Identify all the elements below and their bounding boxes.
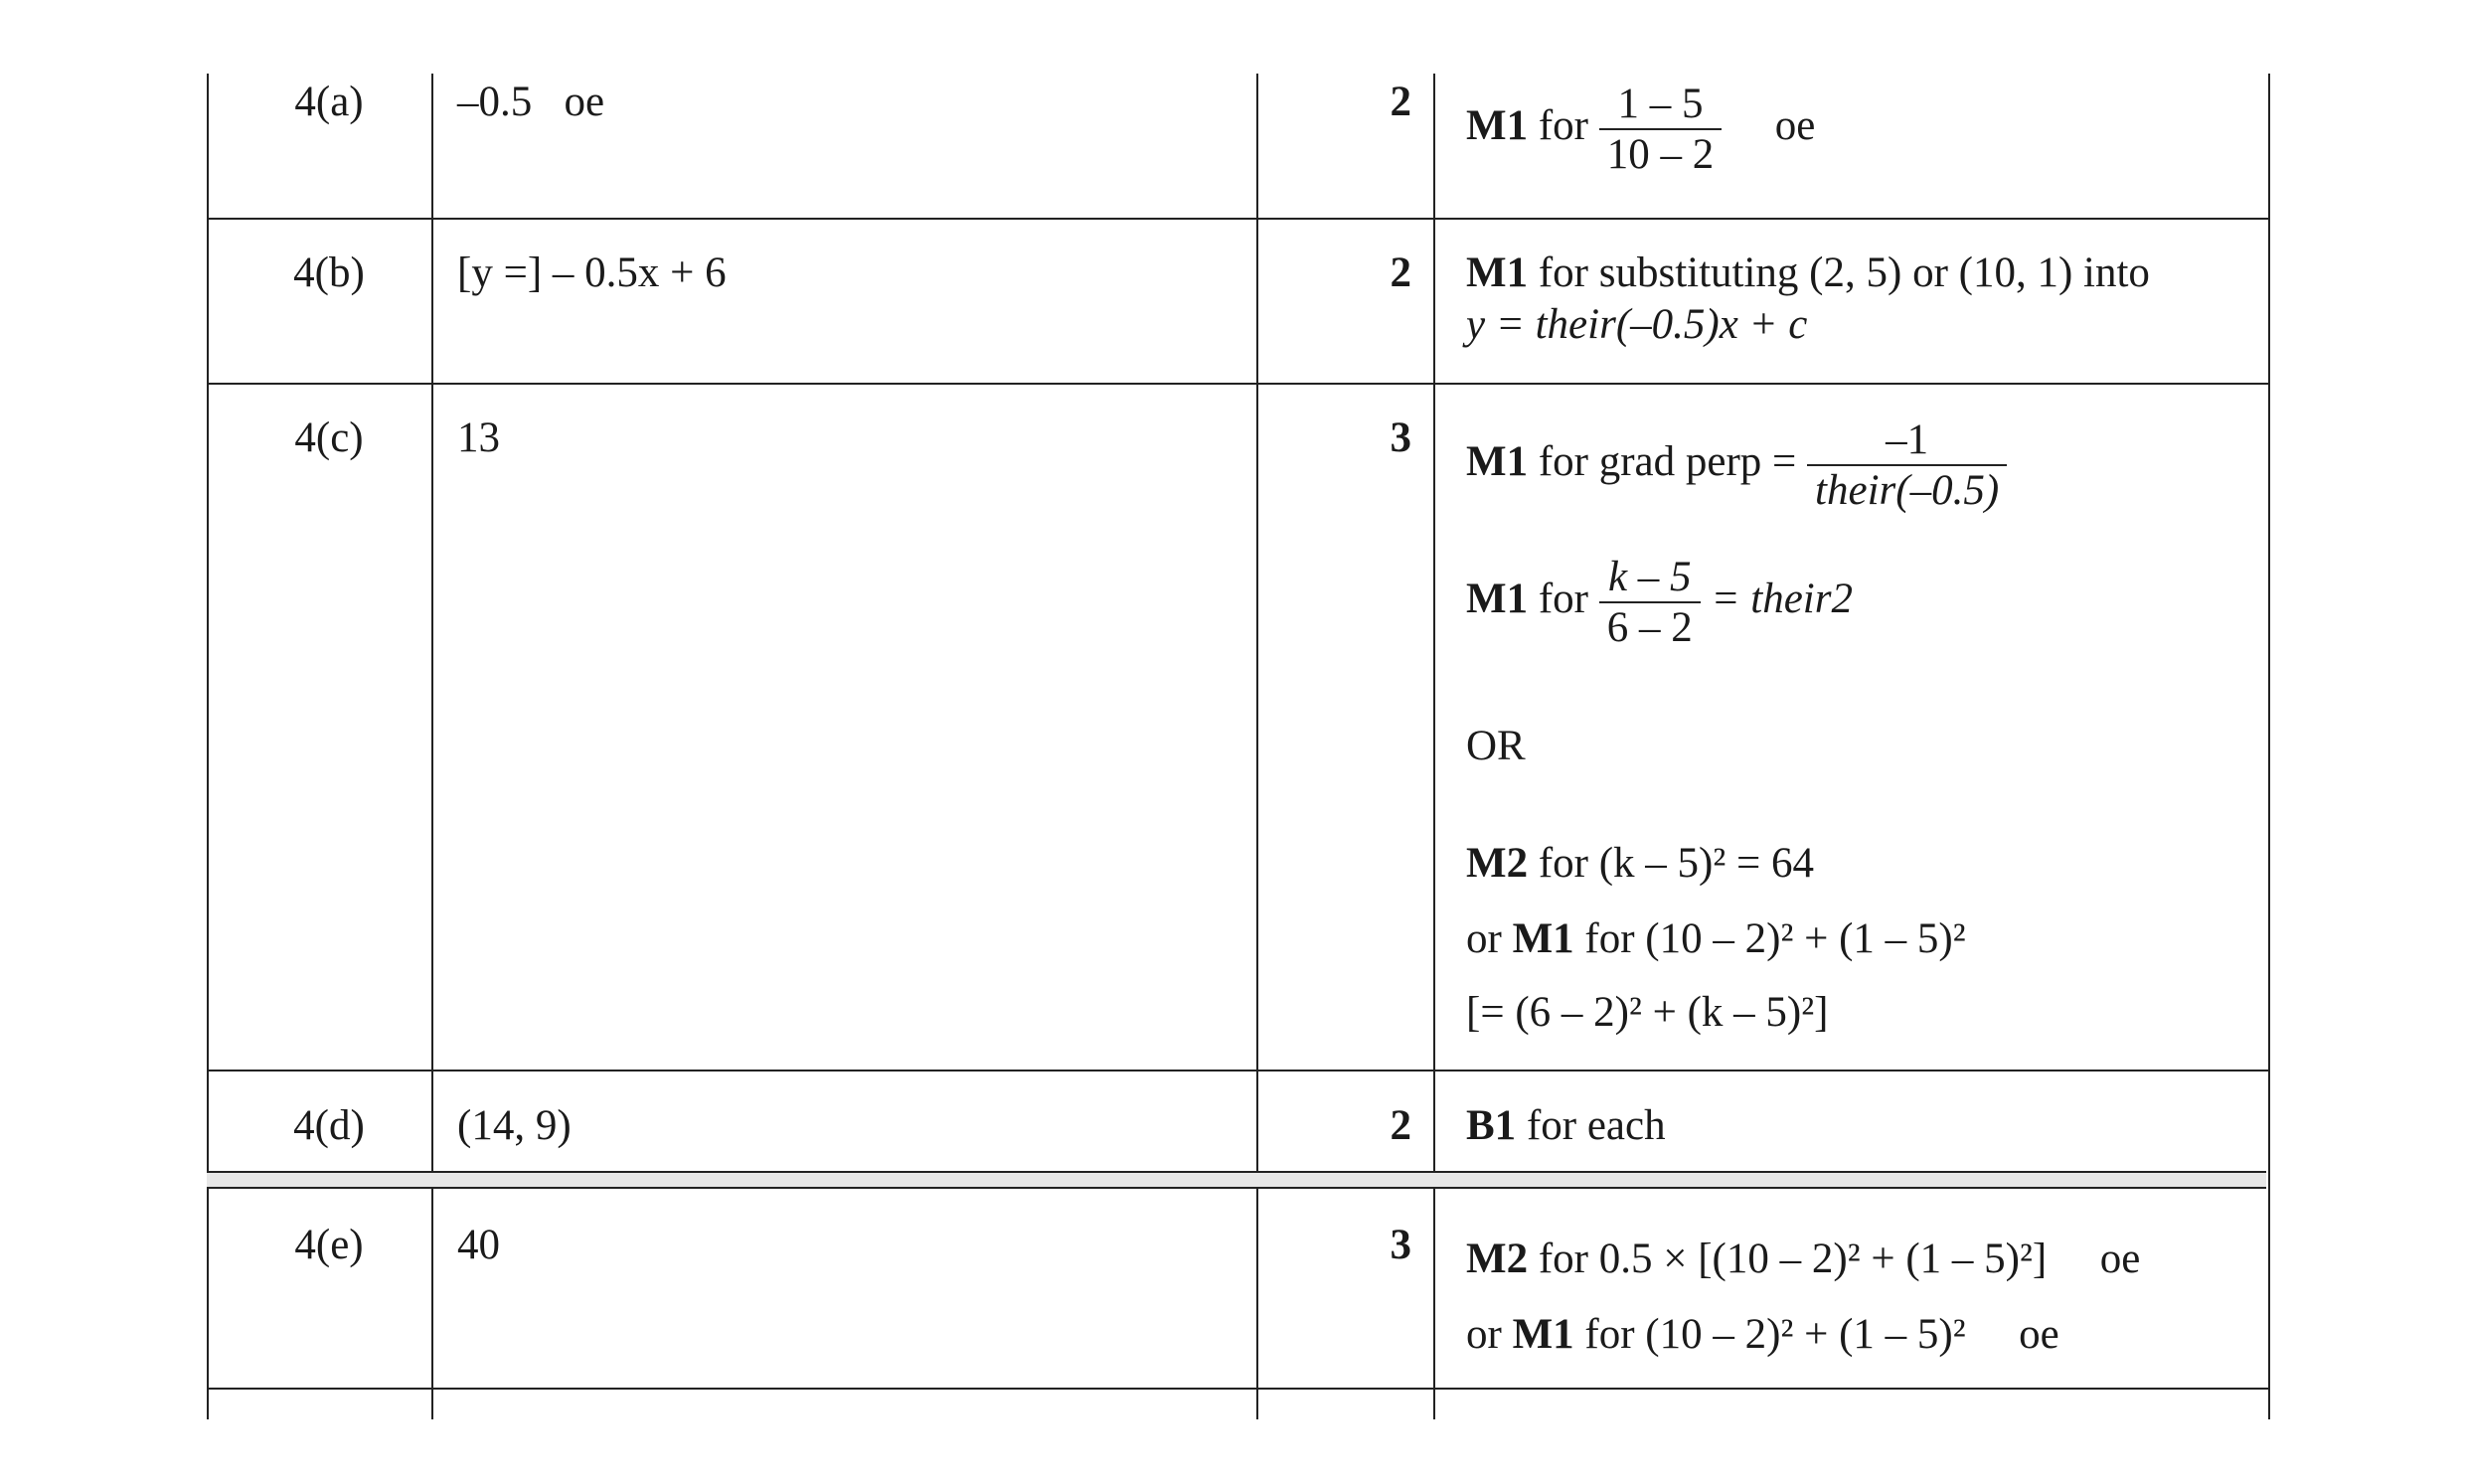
guidance-text: for 0.5 × [(10 – 2)² + (1 – 5)²]	[1538, 1236, 2048, 1282]
col-border-marks	[1433, 74, 1435, 1419]
guidance	[1466, 553, 1853, 652]
guidance-text: for	[1538, 101, 1588, 149]
marks: 2	[1390, 249, 1411, 296]
answer: 40	[457, 1222, 500, 1268]
guidance	[1466, 839, 1814, 888]
mark-code: M1	[1512, 915, 1574, 962]
guidance	[1466, 1101, 1666, 1150]
guidance	[1466, 248, 2150, 297]
question-number: 4(b)	[293, 249, 365, 296]
question-number: 4(e)	[294, 1222, 364, 1268]
fraction-numerator: –1	[1807, 415, 2007, 466]
answer: [y =] – 0.5x + 6	[457, 249, 727, 296]
question-number: 4(c)	[294, 414, 364, 461]
question-number: 4(d)	[293, 1102, 365, 1149]
guidance-or: or	[1466, 1311, 1502, 1358]
marks: 2	[1390, 1102, 1411, 1149]
guidance-oe: oe	[1774, 101, 1816, 149]
guidance-or: OR	[1466, 723, 1526, 769]
guidance-line-2: y = their(–0.5)x + c	[1466, 301, 1808, 348]
marks: 3	[1390, 414, 1411, 461]
guidance-text: for (10 – 2)² + (1 – 5)²	[1584, 1311, 1966, 1358]
answer: –0.5 oe	[457, 79, 605, 125]
guidance-oe: oe	[2019, 1311, 2059, 1358]
guidance-text: [= (6 – 2)² + (k – 5)²]	[1466, 989, 1829, 1036]
marks: 2	[1390, 79, 1411, 125]
guidance	[1466, 1310, 2059, 1359]
guidance-text: = their2	[1711, 575, 1853, 622]
row-border	[207, 218, 2270, 220]
mark-code: M2	[1466, 1236, 1529, 1282]
answer: (14, 9)	[457, 1102, 572, 1149]
guidance	[1466, 80, 1815, 179]
guidance-text: for (10 – 2)² + (1 – 5)²	[1584, 915, 1966, 962]
guidance-oe: oe	[2099, 1236, 2141, 1282]
mark-code: M1	[1466, 249, 1529, 296]
answer: 13	[457, 414, 500, 461]
guidance-or: or	[1466, 915, 1502, 962]
col-border-right	[2268, 74, 2270, 1419]
fraction-denominator: 10 – 2	[1606, 131, 1715, 178]
fraction-numerator: 1 – 5	[1599, 80, 1723, 130]
fraction-numerator: k – 5	[1599, 553, 1701, 603]
marks: 3	[1390, 1222, 1411, 1268]
question-number: 4(a)	[294, 79, 364, 125]
guidance	[1466, 914, 1966, 963]
fraction	[1807, 415, 2007, 515]
fraction	[1599, 553, 1701, 652]
mark-code: B1	[1466, 1102, 1517, 1149]
row-separator-band	[207, 1171, 2266, 1189]
row-border	[207, 1388, 2270, 1390]
guidance-text: for each	[1526, 1102, 1666, 1149]
fraction	[1599, 80, 1723, 179]
guidance-text: for	[1538, 575, 1588, 622]
fraction-denominator: their(–0.5)	[1815, 467, 2000, 514]
guidance	[1466, 1235, 2140, 1283]
mark-code: M1	[1512, 1311, 1574, 1358]
mark-code: M1	[1466, 575, 1529, 622]
mark-code: M1	[1466, 437, 1529, 485]
mark-code: M1	[1466, 101, 1529, 149]
guidance-text: for substituting (2, 5) or (10, 1) into	[1538, 249, 2150, 296]
col-border-answer	[1256, 74, 1258, 1419]
col-border-left	[207, 74, 209, 1419]
guidance-text: for (k – 5)² = 64	[1538, 840, 1815, 887]
mark-code: M2	[1466, 840, 1529, 887]
row-border	[207, 383, 2270, 385]
row-border	[207, 1070, 2270, 1072]
guidance	[1466, 415, 2007, 515]
guidance-text: for grad perp =	[1538, 437, 1797, 485]
fraction-denominator: 6 – 2	[1606, 604, 1693, 651]
